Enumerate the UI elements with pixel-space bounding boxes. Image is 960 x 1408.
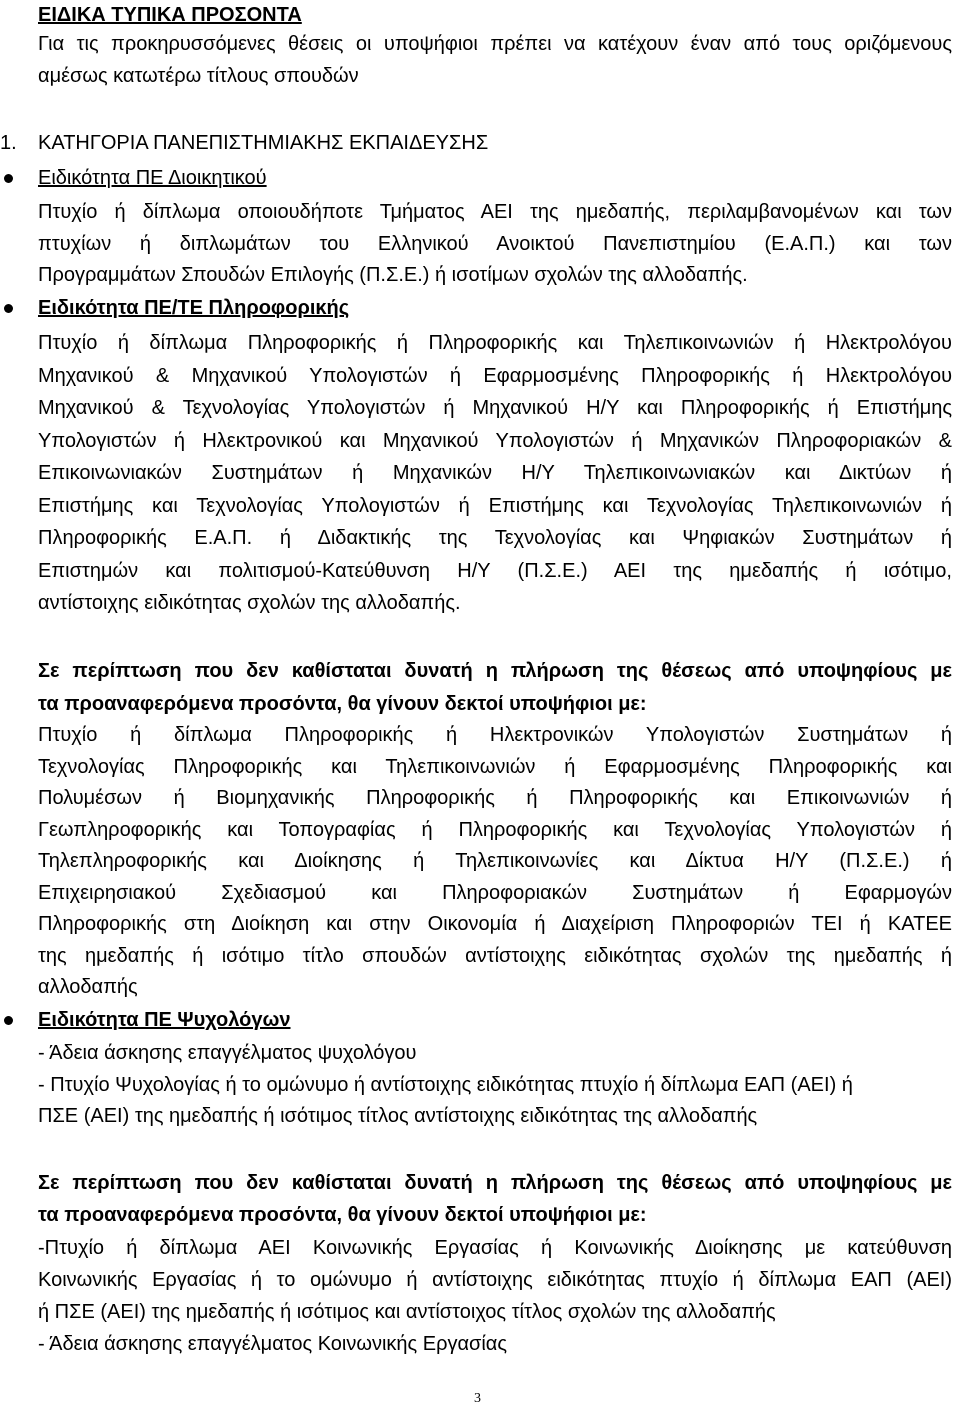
fallback-text-line: ή ΠΣΕ (ΑΕΙ) της ημεδαπής ή ισότιμος και αντίστοιχος τίτλος σχολών της αλλοδαπής — [38, 1301, 776, 1323]
section-number: 1. — [0, 132, 17, 154]
admin-text-line: Προγραμμάτων Σπουδών Επιλογής (Π.Σ.Ε.) ή ισοτίμων σχολών της αλλοδαπής. — [38, 264, 748, 286]
admin-text-line: πτυχίων ή διπλωμάτων του Ελληνικού Ανοικτού Πανεπιστημίου (Ε.Α.Π.) και των — [38, 233, 952, 255]
it-text-line: Μηχανικού & Τεχνολογίας Υπολογιστών ή Μηχανικού Η/Υ και Πληροφορικής ή Επιστήμης — [38, 397, 952, 419]
fallback-text-line: αλλοδαπής — [38, 976, 138, 998]
section-heading: ΚΑΤΗΓΟΡΙΑ ΠΑΝΕΠΙΣΤΗΜΙΑΚΗΣ ΕΚΠΑΙΔΕΥΣΗΣ — [38, 132, 489, 154]
fallback-heading: τα προαναφερόμενα προσόντα, θα γίνουν δεκτοί υποψήφιοι με: — [38, 1204, 647, 1226]
fallback-text-line: Κοινωνικής Εργασίας ή το ομώνυμο ή αντίστοιχης ειδικότητας πτυχίο ή δίπλωμα ΕΑΠ (ΑΕΙ) — [38, 1269, 952, 1291]
fallback-text-line: - Άδεια άσκησης επαγγέλματος Κοινωνικής Εργασίας — [38, 1333, 508, 1355]
it-text-line: Μηχανικού & Μηχανικού Υπολογιστών ή Εφαρμοσμένης Πληροφορικής ή Ηλεκτρολόγου — [38, 365, 952, 387]
specialty-heading-psych: Ειδικότητα ΠΕ Ψυχολόγων — [38, 1009, 291, 1031]
admin-text-line: Πτυχίο ή δίπλωμα οποιουδήποτε Τμήματος ΑΕΙ της ημεδαπής, περιλαμβανομένων και των — [38, 201, 952, 223]
psych-text-line: ΠΣΕ (ΑΕΙ) της ημεδαπής ή ισότιμος τίτλος αντίστοιχης ειδικότητας της αλλοδαπής — [38, 1105, 758, 1127]
bullet-icon — [4, 1016, 13, 1025]
fallback-text-line: Γεωπληροφορικής και Τοπογραφίας ή Πληροφορικής και Τεχνολογίας Υπολογιστών ή — [38, 819, 952, 841]
fallback-text-line: της ημεδαπής ή ισότιμο τίτλο σπουδών αντίστοιχης ειδικότητας σχολών της ημεδαπής ή — [38, 945, 952, 967]
fallback-heading: Σε περίπτωση που δεν καθίσταται δυνατή η πλήρωση της θέσεως από υποψηφίους με — [38, 660, 952, 682]
bullet-icon — [4, 304, 13, 313]
fallback-text-line: Πτυχίο ή δίπλωμα Πληροφορικής ή Ηλεκτρονικών Υπολογιστών Συστημάτων ή — [38, 724, 952, 746]
it-text-line: Πτυχίο ή δίπλωμα Πληροφορικής ή Πληροφορικής και Τηλεπικοινωνιών ή Ηλεκτρολόγου — [38, 332, 952, 354]
psych-text-line: - Πτυχίο Ψυχολογίας ή το ομώνυμο ή αντίστοιχης ειδικότητας πτυχίο ή δίπλωμα ΕΑΠ (ΑΕΙ) ή — [38, 1074, 853, 1096]
it-text-line: Επικοινωνιακών Συστημάτων ή Μηχανικών Η/Υ Τηλεπικοινωνιακών και Δικτύων ή — [38, 462, 952, 484]
fallback-heading: τα προαναφερόμενα προσόντα, θα γίνουν δεκτοί υποψήφιοι με: — [38, 693, 647, 715]
specialty-heading-admin: Ειδικότητα ΠΕ Διοικητικού — [38, 167, 267, 189]
fallback-text-line: Πληροφορικής στη Διοίκηση και στην Οικονομία ή Διαχείριση Πληροφοριών ΤΕΙ ή ΚΑΤΕΕ — [38, 913, 952, 935]
page-number: 3 — [474, 1391, 481, 1406]
psych-text-line: - Άδεια άσκησης επαγγέλματος ψυχολόγου — [38, 1042, 417, 1064]
fallback-text-line: Πολυμέσων ή Βιομηχανικής Πληροφορικής ή Πληροφορικής και Επικοινωνιών ή — [38, 787, 952, 809]
it-text-line: Πληροφορικής Ε.Α.Π. ή Διδακτικής της Τεχνολογίας και Ψηφιακών Συστημάτων ή — [38, 527, 952, 549]
bullet-icon — [4, 174, 13, 183]
fallback-text-line: Επιχειρησιακού Σχεδιασμού και Πληροφοριακών Συστημάτων ή Εφαρμογών — [38, 882, 952, 904]
fallback-text-line: Τηλεπληροφορικής και Διοίκησης ή Τηλεπικοινωνίες και Δίκτυα Η/Υ (Π.Σ.Ε.) ή — [38, 850, 952, 872]
fallback-text-line: -Πτυχίο ή δίπλωμα ΑΕΙ Κοινωνικής Εργασίας ή Κοινωνικής Διοίκησης με κατεύθυνση — [38, 1237, 952, 1259]
it-text-line: Υπολογιστών ή Ηλεκτρονικού και Μηχανικού Υπολογιστών ή Μηχανικών Πληροφοριακών & — [38, 430, 952, 452]
it-text-line: αντίστοιχης ειδικότητας σχολών της αλλοδαπής. — [38, 592, 461, 614]
fallback-heading: Σε περίπτωση που δεν καθίσταται δυνατή η πλήρωση της θέσεως από υποψηφίους με — [38, 1172, 952, 1194]
fallback-text-line: Τεχνολογίας Πληροφορικής και Τηλεπικοινωνιών ή Εφαρμοσμένης Πληροφορικής και — [38, 756, 952, 778]
document-title: ΕΙΔΙΚΑ ΤΥΠΙΚΑ ΠΡΟΣΟΝΤΑ — [38, 4, 302, 26]
it-text-line: Επιστημών και πολιτισμού-Κατεύθυνση Η/Υ (Π.Σ.Ε.) ΑΕΙ της ημεδαπής ή ισότιμο, — [38, 560, 952, 582]
it-text-line: Επιστήμης και Τεχνολογίας Υπολογιστών ή Επιστήμης και Τεχνολογίας Τηλεπικοινωνιών ή — [38, 495, 952, 517]
intro-line: Για τις προκηρυσσόμενες θέσεις οι υποψήφιοι πρέπει να κατέχουν έναν από τους οριζόμενους — [38, 33, 952, 55]
specialty-heading-it: Ειδικότητα ΠΕ/ΤΕ Πληροφορικής — [38, 297, 350, 319]
intro-line: αμέσως κατωτέρω τίτλους σπουδών — [38, 65, 359, 87]
